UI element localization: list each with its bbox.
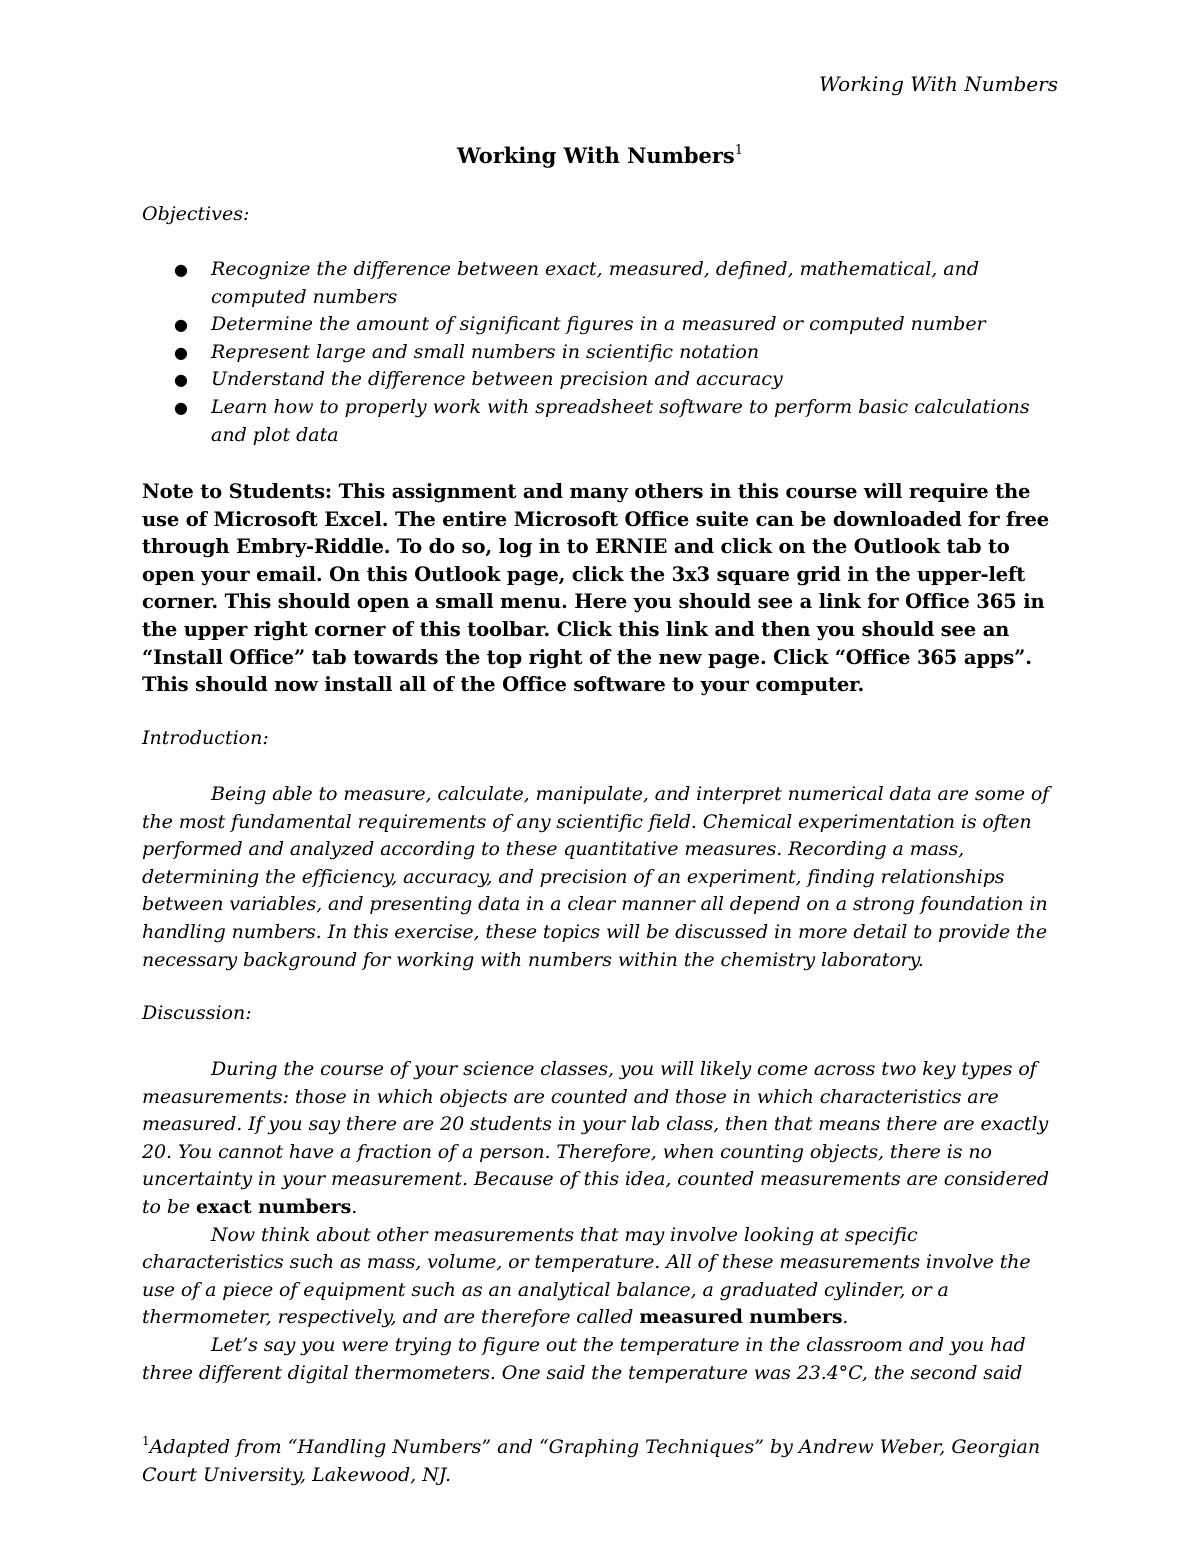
page-title xyxy=(0,143,1200,168)
footnote xyxy=(142,1428,1062,1489)
discussion-paragraph-1 xyxy=(142,1056,1062,1222)
bullet-icon: ● xyxy=(174,370,188,390)
discussion-p1-text: During the course of your science classes, you will likely come across two key types of measurements: those in which objects are counted and those in which characteristics are measured. If you say there are 20 students in your lab class, then that means there are exactly 20. You cannot have a fraction of a person. Therefore, when counting objects, there is no uncertainty in your measurement. Because of this idea, counted measurements are considered to be xyxy=(142,1058,1049,1218)
objectives-heading: Objectives: xyxy=(142,203,250,225)
discussion-paragraph-3 xyxy=(142,1332,1062,1387)
bullet-icon: ● xyxy=(174,315,188,335)
title-footnote-mark: 1 xyxy=(734,143,744,158)
objective-item xyxy=(142,366,1062,394)
page-title-text: Working With Numbers xyxy=(456,143,735,168)
footnote-mark: 1 xyxy=(142,1434,150,1448)
objective-text: Represent large and small numbers in scientific notation xyxy=(211,340,760,363)
objective-item xyxy=(142,394,1062,449)
discussion-p1-end: . xyxy=(351,1195,358,1218)
objective-text: Learn how to properly work with spreadsheet software to perform basic calculations and plot data xyxy=(211,395,1030,446)
note-to-students: Note to Students: This assignment and many others in this course will require the use of Microsoft Excel. The entire Microsoft Office suite can be downloaded for free through Embry-Riddle. To do so, log in to ERNIE and click on the Outlook tab to open your email. On this Outlook page, click the 3x3 square grid in the upper-left corner. This should open a small menu. Here you should see a link for Office 365 in the upper right corner of this toolbar. Click this link and then you should see an “Install Office” tab towards the top right of the new page. Click “Office 365 apps”. This should now install all of the Office software to your computer. xyxy=(142,480,1050,697)
introduction-paragraph xyxy=(142,781,1062,974)
objective-text: Determine the amount of significant figures in a measured or computed number xyxy=(211,313,986,336)
bullet-icon: ● xyxy=(174,342,188,362)
objectives-list xyxy=(142,256,1062,449)
objective-item xyxy=(142,339,1062,367)
running-header: Working With Numbers xyxy=(818,72,1058,96)
discussion-p2-end: . xyxy=(842,1306,849,1329)
footnote-text: Adapted from “Handling Numbers” and “Graphing Techniques” by Andrew Weber, Georgian Court University, Lakewood, NJ. xyxy=(142,1436,1041,1486)
term-measured-numbers: measured numbers xyxy=(639,1306,843,1329)
bullet-icon: ● xyxy=(174,260,188,279)
discussion-p2-text: Now think about other measurements that may involve looking at specific characteristics such as mass, volume, or temperature. All of these measurements involve the use of a piece of equipment such as an analytical balance, a graduated cylinder, or a thermometer, respectively, and are therefore called xyxy=(142,1223,1031,1329)
term-exact-numbers: exact numbers xyxy=(195,1195,352,1218)
discussion-p3-text: Let’s say you were trying to figure out the temperature in the classroom and you had three different digital thermometers. One said the temperature was 23.4°C, the second said xyxy=(142,1333,1026,1384)
objective-item xyxy=(142,256,1062,311)
objective-text: Understand the difference between precision and accuracy xyxy=(211,368,783,391)
discussion-body xyxy=(142,1056,1062,1387)
introduction-text: Being able to measure, calculate, manipulate, and interpret numerical data are some of the most fundamental requirements of any scientific field. Chemical experimentation is often performed and analyzed according to these quantitative measures. Recording a mass, determining the efficiency, accuracy, and precision of an experiment, finding relationships between variables, and presenting data in a clear manner all depend on a strong foundation in handling numbers. In this exercise, these topics will be discussed in more detail to provide the necessary background for working with numbers within the chemistry laboratory. xyxy=(142,783,1050,971)
objective-text: Recognize the difference between exact, measured, defined, mathematical, and computed numbers xyxy=(211,258,980,308)
discussion-paragraph-2 xyxy=(142,1222,1062,1332)
bullet-icon: ● xyxy=(174,397,188,417)
introduction-heading: Introduction: xyxy=(142,727,269,749)
objective-item xyxy=(142,311,1062,339)
discussion-heading: Discussion: xyxy=(142,1002,252,1024)
